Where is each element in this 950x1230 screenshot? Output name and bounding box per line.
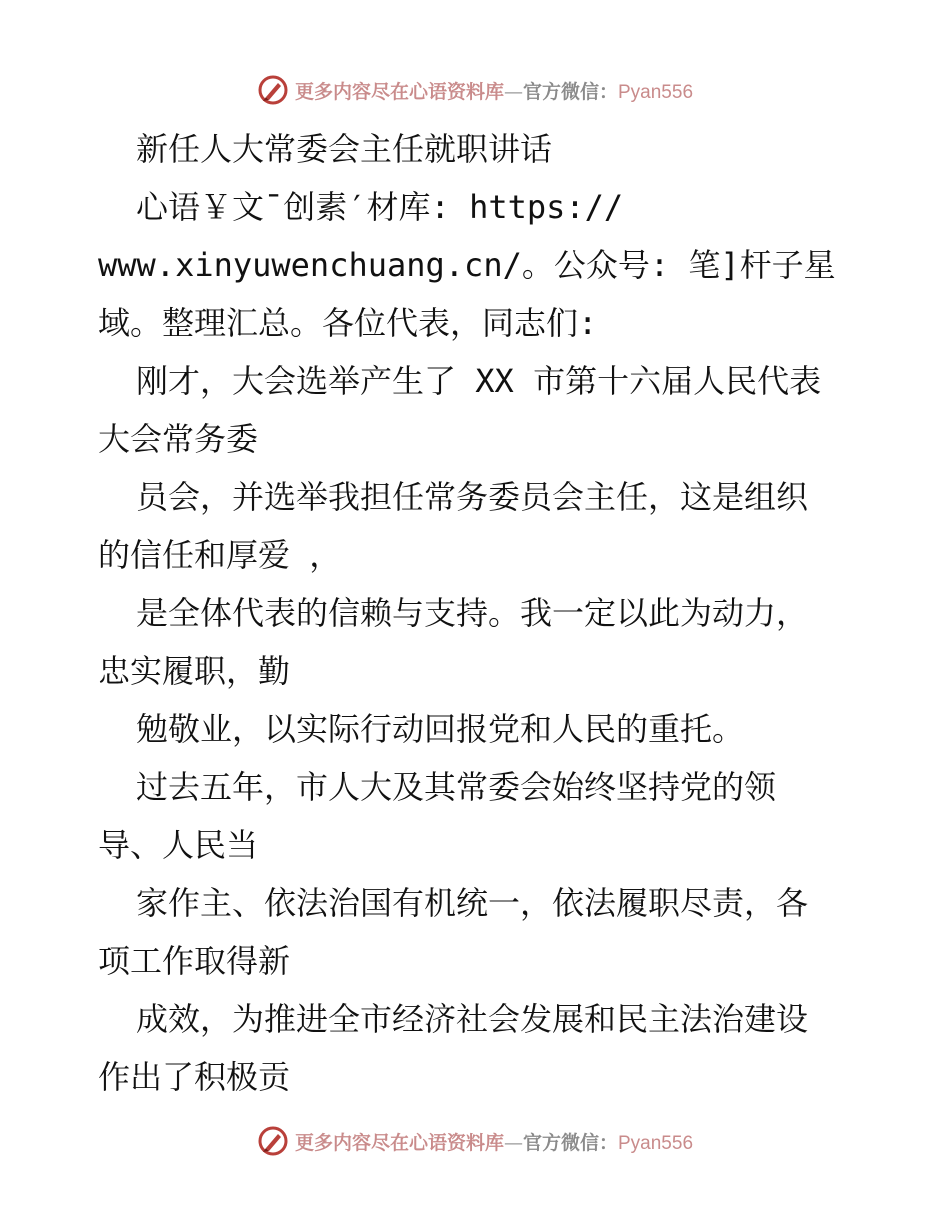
footer-banner-text xyxy=(295,1128,693,1155)
footer-account-id: Pyan556 xyxy=(618,1132,694,1154)
doc-line: 作出了积极贡 xyxy=(98,1058,291,1096)
doc-line: 项工作取得新 xyxy=(98,942,291,980)
footer-banner xyxy=(0,1124,950,1158)
footer-site-text: 更多内容尽在心语资料库 xyxy=(294,1131,504,1154)
pen-logo-icon xyxy=(257,74,289,106)
doc-line: 域。整理汇总。各位代表，同志们: xyxy=(98,304,598,342)
doc-line: 导、人民当 xyxy=(98,826,259,864)
pen-logo-icon xyxy=(257,1125,289,1157)
header-site-text: 更多内容尽在心语资料库 xyxy=(294,80,504,103)
doc-line: 的信任和厚爱 ， xyxy=(98,536,342,574)
header-account-id: Pyan556 xyxy=(618,81,694,103)
doc-line: 心语￥文¯创素′材库: https:// xyxy=(136,188,624,226)
header-banner-text xyxy=(295,77,693,104)
doc-line: 大会常务委 xyxy=(98,420,259,458)
footer-separator: — xyxy=(503,1131,523,1154)
document-body xyxy=(98,120,858,1106)
doc-line: 员会，并选举我担任常务委员会主任，这是组织 xyxy=(136,478,809,516)
doc-line: 是全体代表的信赖与支持。我一定以此为动力， xyxy=(136,594,809,632)
doc-line: 勉敬业，以实际行动回报党和人民的重托。 xyxy=(136,710,745,748)
doc-title: 新任人大常委会主任就职讲话 xyxy=(136,130,553,168)
footer-account-label: 官方微信： xyxy=(522,1131,618,1154)
doc-line: 过去五年，市人大及其常委会始终坚持党的领 xyxy=(136,768,777,806)
doc-line: 家作主、依法治国有机统一，依法履职尽责，各 xyxy=(136,884,809,922)
header-separator: — xyxy=(503,80,523,103)
header-banner xyxy=(0,73,950,107)
doc-line: www.xinyuwenchuang.cn/。公众号: 笔]杆子星 xyxy=(98,246,836,284)
doc-line: 成效，为推进全市经济社会发展和民主法治建设 xyxy=(136,1000,809,1038)
doc-line: 刚才，大会选举产生了 XX 市第十六届人民代表 xyxy=(136,362,822,400)
doc-line: 忠实履职，勤 xyxy=(98,652,291,690)
header-account-label: 官方微信： xyxy=(522,80,618,103)
